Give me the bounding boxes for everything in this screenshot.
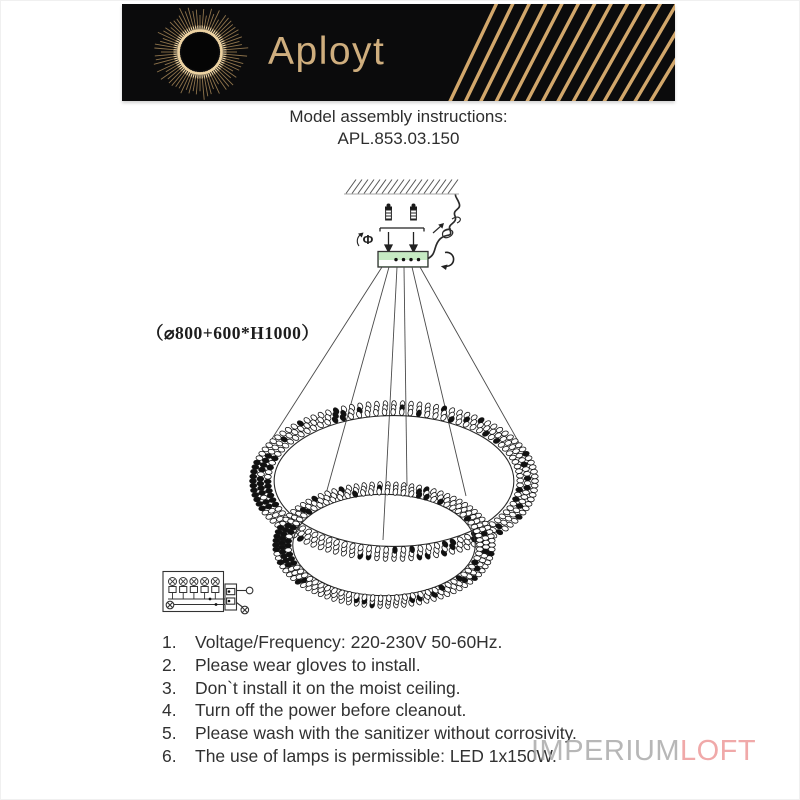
item-text: The use of lamps is permissible: LED 1x150W. xyxy=(195,745,557,766)
rotate-arrow-icon xyxy=(441,252,454,270)
item-number: 6. xyxy=(162,745,177,766)
item-text: Voltage/Frequency: 220-230V 50-60Hz. xyxy=(195,632,503,652)
decorative-rays xyxy=(444,4,675,101)
assembly-diagram xyxy=(120,165,580,635)
crystal-ring-large xyxy=(250,401,539,562)
page-title: Model assembly instructions: xyxy=(289,107,508,126)
power-cord-icon xyxy=(428,195,460,259)
item-text: Don`t install it on the moist ceiling. xyxy=(195,677,461,698)
item-text: Please wash with the sanitizer without corrosivity. xyxy=(195,723,577,744)
canopy-plate xyxy=(378,252,428,268)
watermark-imperium: IMPERIUM xyxy=(531,735,680,767)
item-text: Turn off the power before cleanout. xyxy=(195,700,467,721)
sunburst-logo-icon xyxy=(154,8,248,100)
instruction-item xyxy=(162,677,667,700)
instruction-item xyxy=(162,631,667,654)
anchor-plugs-icon xyxy=(385,204,417,221)
item-number: 1. xyxy=(162,632,177,652)
title-block xyxy=(122,106,675,149)
model-number: APL.853.03.150 xyxy=(337,129,460,148)
svg-text:Φ: Φ xyxy=(362,232,374,247)
instruction-item xyxy=(162,654,667,677)
watermark-loft: LOFT xyxy=(680,735,757,767)
instruction-item xyxy=(162,699,667,722)
item-number: 4. xyxy=(162,700,177,721)
item-number: 5. xyxy=(162,723,177,744)
brand-name: Aployt xyxy=(268,30,386,73)
dimensions-label: （⌀800+600*H1000） xyxy=(146,323,320,343)
brand-banner xyxy=(122,4,675,101)
terminal-block-diagram xyxy=(163,572,253,614)
banner-decor xyxy=(122,4,675,101)
mounting-screws-icon xyxy=(380,228,424,252)
item-number: 2. xyxy=(162,654,177,675)
watermark xyxy=(531,735,756,768)
ceiling-hatch-icon xyxy=(344,180,459,195)
item-text: Please wear gloves to install. xyxy=(195,654,421,675)
item-number: 3. xyxy=(162,677,177,698)
phi-turn-icon xyxy=(357,232,373,247)
